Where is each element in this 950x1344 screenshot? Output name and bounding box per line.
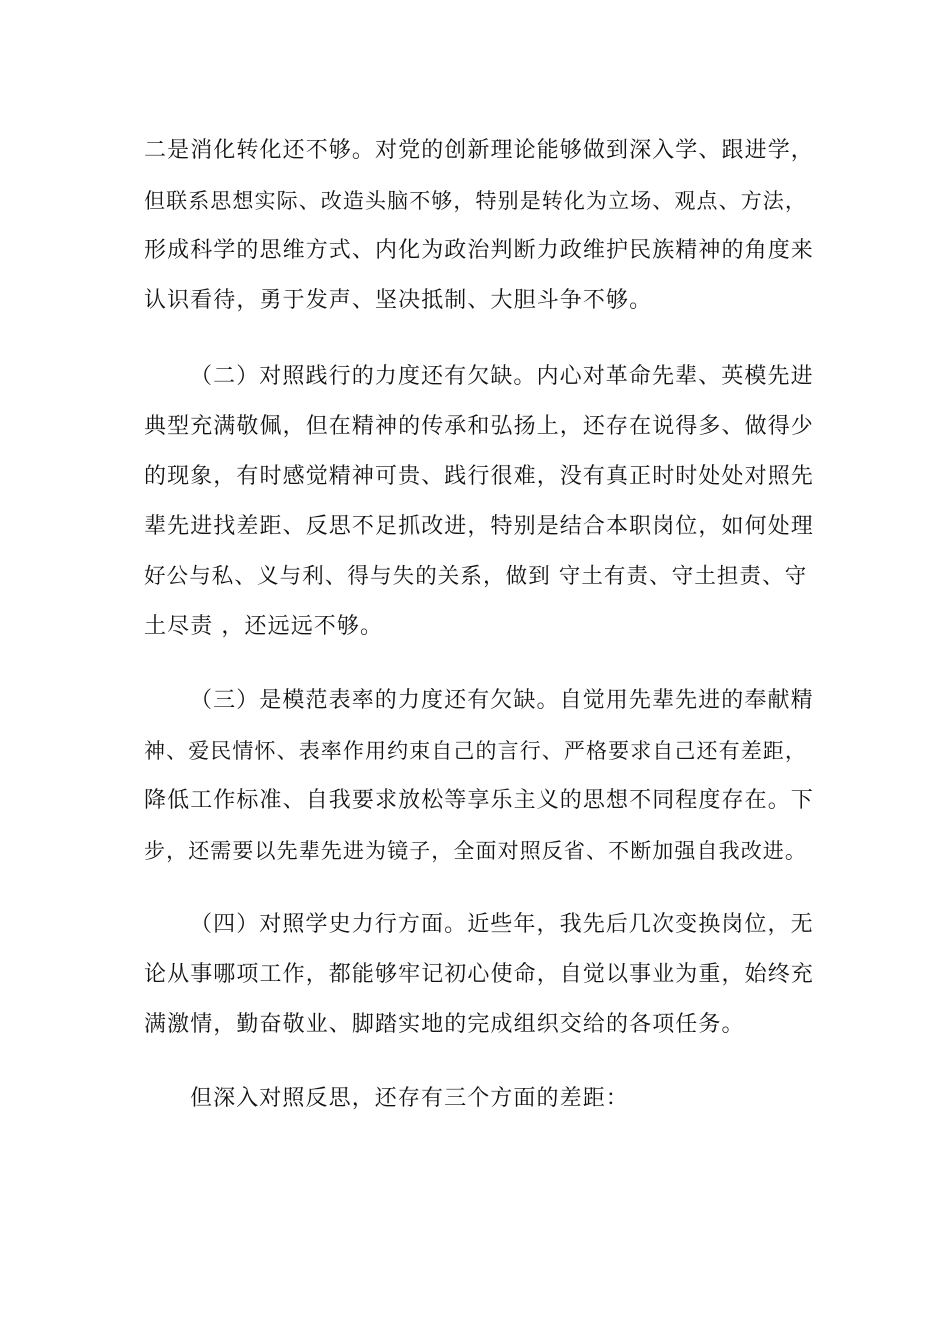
- paragraph-3-line-4: 步，还需要以先辈先进为镜子，全面对照反省、不断加强自我改进。: [144, 839, 807, 863]
- paragraph-3-line-3: 降低工作标准、自我要求放松等享乐主义的思想不同程度存在。下: [144, 788, 814, 813]
- paragraph-3-line-1: （三）是模范表率的力度还有欠缺。自觉用先辈先进的奉献精: [190, 688, 814, 713]
- paragraph-4-line-1: （四）对照学史力行方面。近些年，我先后几次变换岗位，无: [190, 912, 814, 937]
- paragraph-5-line-1: 但深入对照反思，还存有三个方面的差距：: [190, 1086, 629, 1111]
- paragraph-2-line-1: （二）对照践行的力度还有欠缺。内心对革命先辈、英模先进: [190, 364, 814, 389]
- paragraph-1-line-2: 但联系思想实际、改造头脑不够，特别是转化为立场、观点、方法，: [144, 189, 807, 213]
- paragraph-4-line-3: 满激情，勤奋敬业、脚踏实地的完成组织交给的各项任务。: [144, 1012, 745, 1037]
- paragraph-2-line-6: 土尽责 ，还远远不够。: [144, 614, 384, 639]
- paragraph-1-line-1: 二是消化转化还不够。对党的创新理论能够做到深入学、跟进学，: [144, 138, 814, 163]
- paragraph-1-line-3: 形成科学的思维方式、内化为政治判断力政维护民族精神的角度来: [144, 238, 814, 263]
- paragraph-1-line-4: 认识看待，勇于发声、坚决抵制、大胆斗争不够。: [144, 288, 653, 313]
- paragraph-4-line-2: 论从事哪项工作，都能够牢记初心使命，自觉以事业为重，始终充: [144, 962, 814, 987]
- paragraph-2-line-2: 典型充满敬佩，但在精神的传承和弘扬上，还存在说得多、做得少: [144, 414, 814, 439]
- paragraph-2-line-5: 好公与私、义与利、得与失的关系，做到 守土有责、守土担责、守: [144, 564, 808, 589]
- paragraph-2-line-3: 的现象，有时感觉精神可贵、践行很难，没有真正时时处处对照先: [144, 464, 814, 489]
- paragraph-3-line-2: 神、爱民情怀、表率作用约束自己的言行、严格要求自己还有差距，: [144, 739, 807, 763]
- paragraph-2-line-4: 辈先进找差距、反思不足抓改进，特别是结合本职岗位，如何处理: [144, 514, 814, 539]
